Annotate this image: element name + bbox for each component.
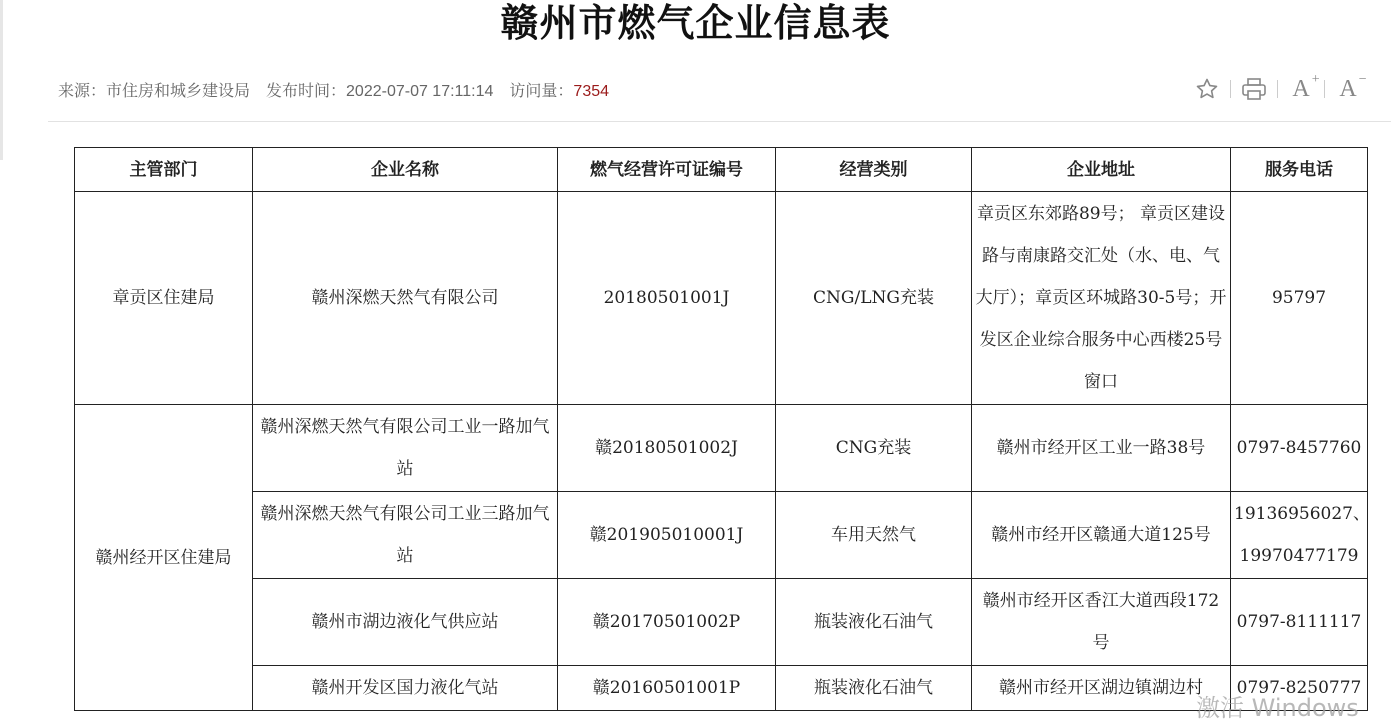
license-cell: 赣20160501001P xyxy=(558,666,776,711)
table-row xyxy=(75,405,1368,492)
table-row xyxy=(75,666,1368,711)
header-enterprise-name: 企业名称 xyxy=(253,148,558,192)
category-cell: CNG/LNG充装 xyxy=(776,192,972,405)
header-divider xyxy=(48,121,1391,122)
phone-cell: 95797 xyxy=(1231,192,1368,405)
printer-icon xyxy=(1241,77,1267,101)
print-button[interactable] xyxy=(1237,74,1271,104)
favorite-button[interactable] xyxy=(1190,74,1224,104)
phone-cell: 0797-8457760 xyxy=(1231,405,1368,492)
article-toolbar xyxy=(1190,74,1365,104)
table-row xyxy=(75,492,1368,579)
address-cell: 章贡区东郊路89号； 章贡区建设路与南康路交汇处（水、电、气大厅）；章贡区环城路30-5号；开发区企业综合服务中心西楼25号窗口 xyxy=(972,192,1231,405)
enterprise-name-cell: 赣州市湖边液化气供应站 xyxy=(253,579,558,666)
license-cell: 20180501001J xyxy=(558,192,776,405)
address-cell: 赣州市经开区湖边镇湖边村 xyxy=(972,666,1231,711)
category-cell: 瓶装液化石油气 xyxy=(776,579,972,666)
font-decrease-button[interactable] xyxy=(1331,74,1365,104)
windows-activation-watermark: 激活 Windows xyxy=(1196,694,1359,722)
publish-time-text: 发布时间：2022-07-07 17:11:14 xyxy=(266,83,494,100)
header-business-category: 经营类别 xyxy=(776,148,972,192)
phone-cell: 0797-8250777 xyxy=(1231,666,1368,711)
header-address: 企业地址 xyxy=(972,148,1231,192)
category-cell: 车用天然气 xyxy=(776,492,972,579)
font-increase-button[interactable] xyxy=(1284,74,1318,104)
address-cell: 赣州市经开区赣通大道125号 xyxy=(972,492,1231,579)
enterprise-name-cell: 赣州深燃天然气有限公司工业三路加气站 xyxy=(253,492,558,579)
license-cell: 赣20180501002J xyxy=(558,405,776,492)
enterprise-name-cell: 赣州深燃天然气有限公司工业一路加气站 xyxy=(253,405,558,492)
font-decrease-icon: A − xyxy=(1339,72,1367,102)
source-text: 来源：市住房和城乡建设局 xyxy=(58,83,251,100)
category-cell: CNG充装 xyxy=(776,405,972,492)
visits-count: 7354 xyxy=(573,83,610,100)
enterprise-name-cell: 赣州深燃天然气有限公司 xyxy=(253,192,558,405)
department-cell: 赣州经开区住建局 xyxy=(75,405,253,711)
category-cell: 瓶装液化石油气 xyxy=(776,666,972,711)
visits-label: 访问量： xyxy=(509,83,574,100)
article-meta xyxy=(58,78,609,101)
address-cell: 赣州市经开区香江大道西段172号 xyxy=(972,579,1231,666)
enterprise-name-cell: 赣州开发区国力液化气站 xyxy=(253,666,558,711)
license-cell: 赣201905010001J xyxy=(558,492,776,579)
phone-cell: 19136956027、19970477179 xyxy=(1231,492,1368,579)
license-cell: 赣20170501002P xyxy=(558,579,776,666)
toolbar-divider xyxy=(1230,80,1231,98)
header-service-phone: 服务电话 xyxy=(1231,148,1368,192)
table-row xyxy=(75,579,1368,666)
toolbar-divider xyxy=(1277,80,1278,98)
phone-cell: 0797-8111117 xyxy=(1231,579,1368,666)
address-cell: 赣州市经开区工业一路38号 xyxy=(972,405,1231,492)
gas-enterprise-table xyxy=(74,147,1368,711)
table-row xyxy=(75,192,1368,405)
department-cell: 章贡区住建局 xyxy=(75,192,253,405)
font-increase-icon: A + xyxy=(1292,72,1320,102)
header-department: 主管部门 xyxy=(75,148,253,192)
table-header-row xyxy=(75,148,1368,192)
star-icon xyxy=(1195,77,1219,101)
toolbar-divider xyxy=(1324,80,1325,98)
page-title: 赣州市燃气企业信息表 xyxy=(500,3,891,45)
header-license-number: 燃气经营许可证编号 xyxy=(558,148,776,192)
